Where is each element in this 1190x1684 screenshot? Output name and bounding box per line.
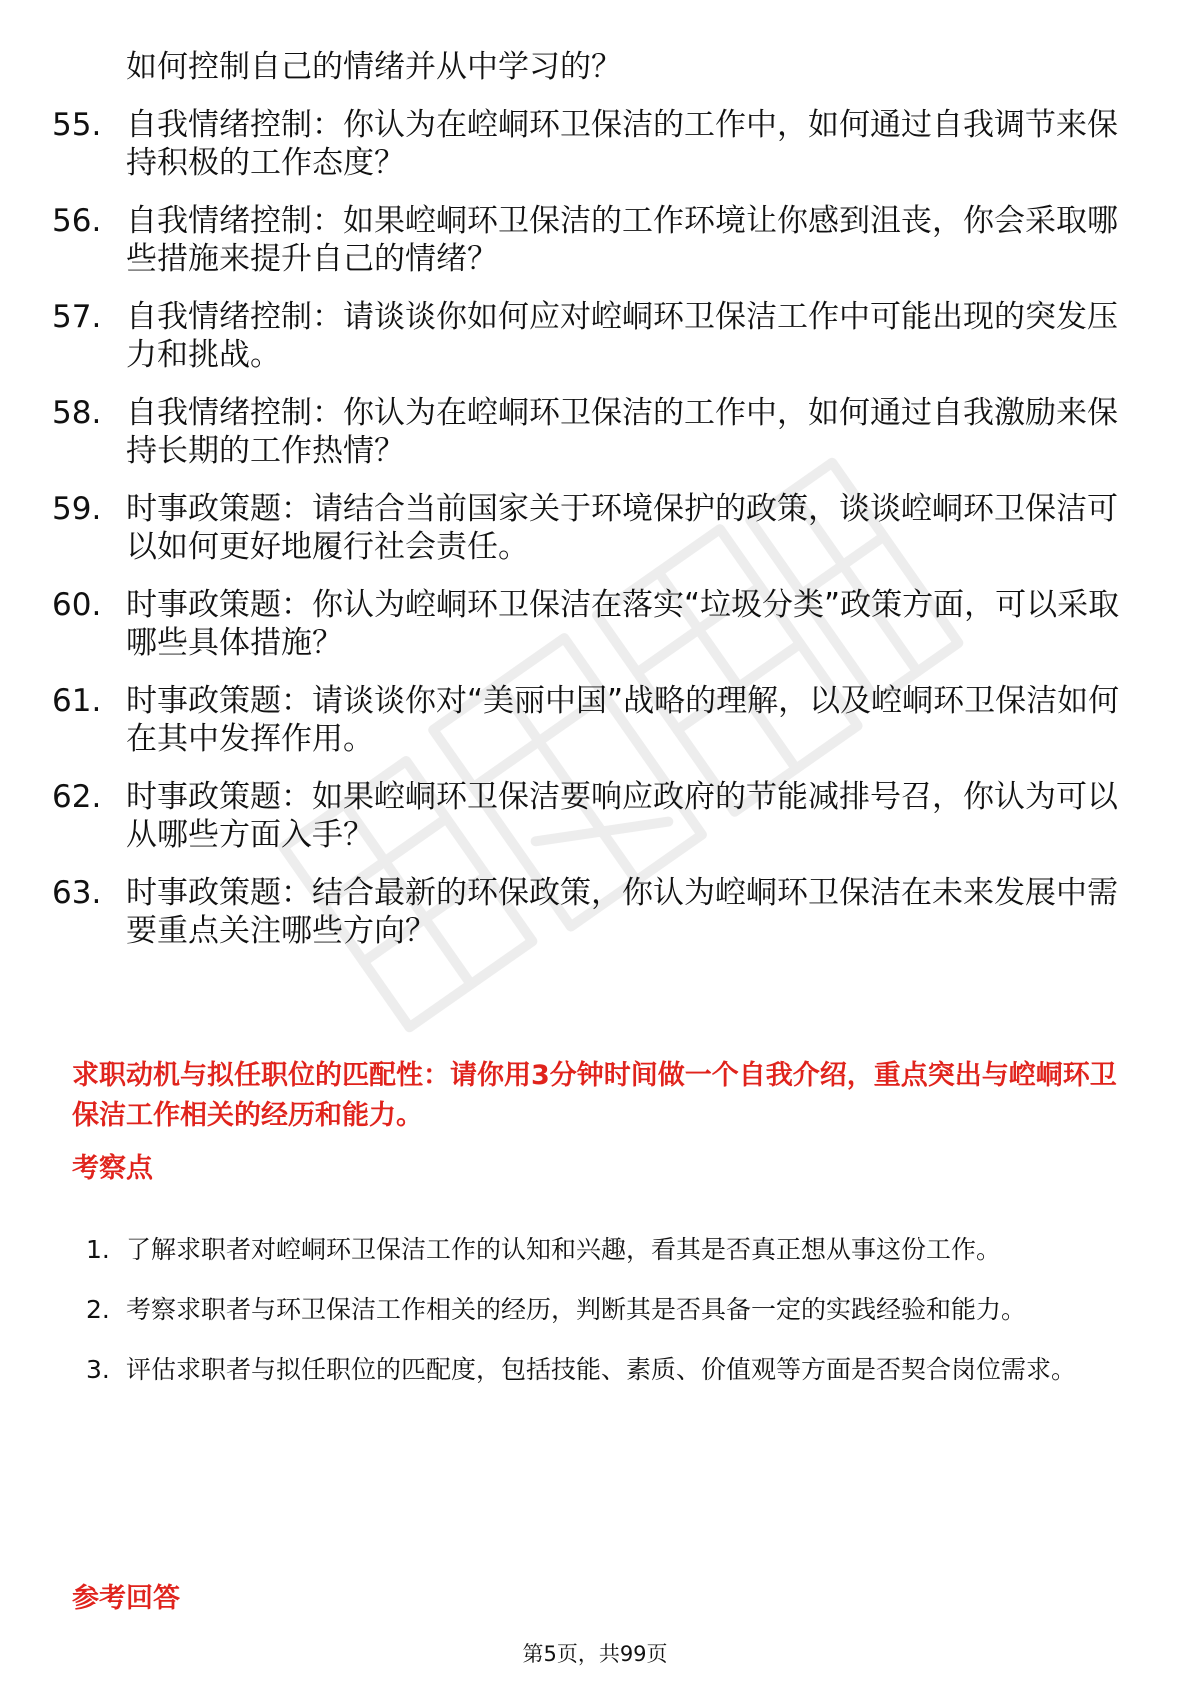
- question-number: 56.: [52, 203, 102, 239]
- assessment-point: [86, 1342, 1126, 1398]
- question-text: 时事政策题：结合最新的环保政策，你认为崆峒环卫保洁在未来发展中需要重点关注哪些方向？: [126, 875, 1118, 949]
- section-title: 求职动机与拟任职位的匹配性：请你用3分钟时间做一个自我介绍，重点突出与崆峒环卫保洁工作相关的经历和能力。: [72, 1060, 1117, 1131]
- question-text: 时事政策题：请谈谈你对“美丽中国”战略的理解，以及崆峒环卫保洁如何在其中发挥作用。: [126, 683, 1120, 757]
- point-number: 2.: [86, 1295, 110, 1324]
- question-item: [52, 394, 1142, 470]
- assessment-heading: 考察点: [72, 1153, 153, 1184]
- question-number: 55.: [52, 107, 102, 143]
- question-item: [52, 490, 1142, 566]
- page-footer: 第5页，共99页: [522, 1642, 668, 1666]
- question-item-continued: [52, 48, 1142, 86]
- question-item: [52, 874, 1142, 950]
- question-number: 63.: [52, 875, 102, 911]
- question-number: 60.: [52, 587, 102, 623]
- question-text: 时事政策题：如果崆峒环卫保洁要响应政府的节能减排号召，你认为可以从哪些方面入手？: [126, 779, 1118, 853]
- question-item: [52, 586, 1142, 662]
- point-number: 1.: [86, 1235, 110, 1264]
- question-number: 58.: [52, 395, 102, 431]
- question-text: 时事政策题：你认为崆峒环卫保洁在落实“垃圾分类”政策方面，可以采取哪些具体措施？: [126, 587, 1120, 661]
- question-item: [52, 202, 1142, 278]
- assessment-point: [86, 1222, 1126, 1278]
- question-text: 如何控制自己的情绪并从中学习的？: [126, 49, 622, 85]
- answer-heading: 参考回答: [72, 1583, 180, 1614]
- question-item: [52, 106, 1142, 182]
- question-number: 57.: [52, 299, 102, 335]
- point-text: 评估求职者与拟任职位的匹配度，包括技能、素质、价值观等方面是否契合岗位需求。: [126, 1355, 1077, 1384]
- assessment-point-list: [86, 1222, 1126, 1402]
- question-item: [52, 682, 1142, 758]
- assessment-point: [86, 1282, 1126, 1338]
- question-item: [52, 778, 1142, 854]
- question-text: 自我情绪控制：你认为在崆峒环卫保洁的工作中，如何通过自我调节来保持积极的工作态度？: [126, 107, 1118, 181]
- point-number: 3.: [86, 1355, 110, 1384]
- question-number: 62.: [52, 779, 102, 815]
- question-item: [52, 298, 1142, 374]
- point-text: 了解求职者对崆峒环卫保洁工作的认知和兴趣，看其是否真正想从事这份工作。: [126, 1235, 1002, 1264]
- question-text: 自我情绪控制：你认为在崆峒环卫保洁的工作中，如何通过自我激励来保持长期的工作热情？: [126, 395, 1118, 469]
- question-text: 自我情绪控制：请谈谈你如何应对崆峒环卫保洁工作中可能出现的突发压力和挑战。: [126, 299, 1118, 373]
- question-list: [52, 48, 1142, 970]
- point-text: 考察求职者与环卫保洁工作相关的经历，判断其是否具备一定的实践经验和能力。: [126, 1295, 1027, 1324]
- question-text: 自我情绪控制：如果崆峒环卫保洁的工作环境让你感到沮丧，你会采取哪些措施来提升自己的情绪？: [126, 203, 1118, 277]
- question-number: 61.: [52, 683, 102, 719]
- question-number: 59.: [52, 491, 102, 527]
- question-text: 时事政策题：请结合当前国家关于环境保护的政策，谈谈崆峒环卫保洁可以如何更好地履行社会责任。: [126, 491, 1118, 565]
